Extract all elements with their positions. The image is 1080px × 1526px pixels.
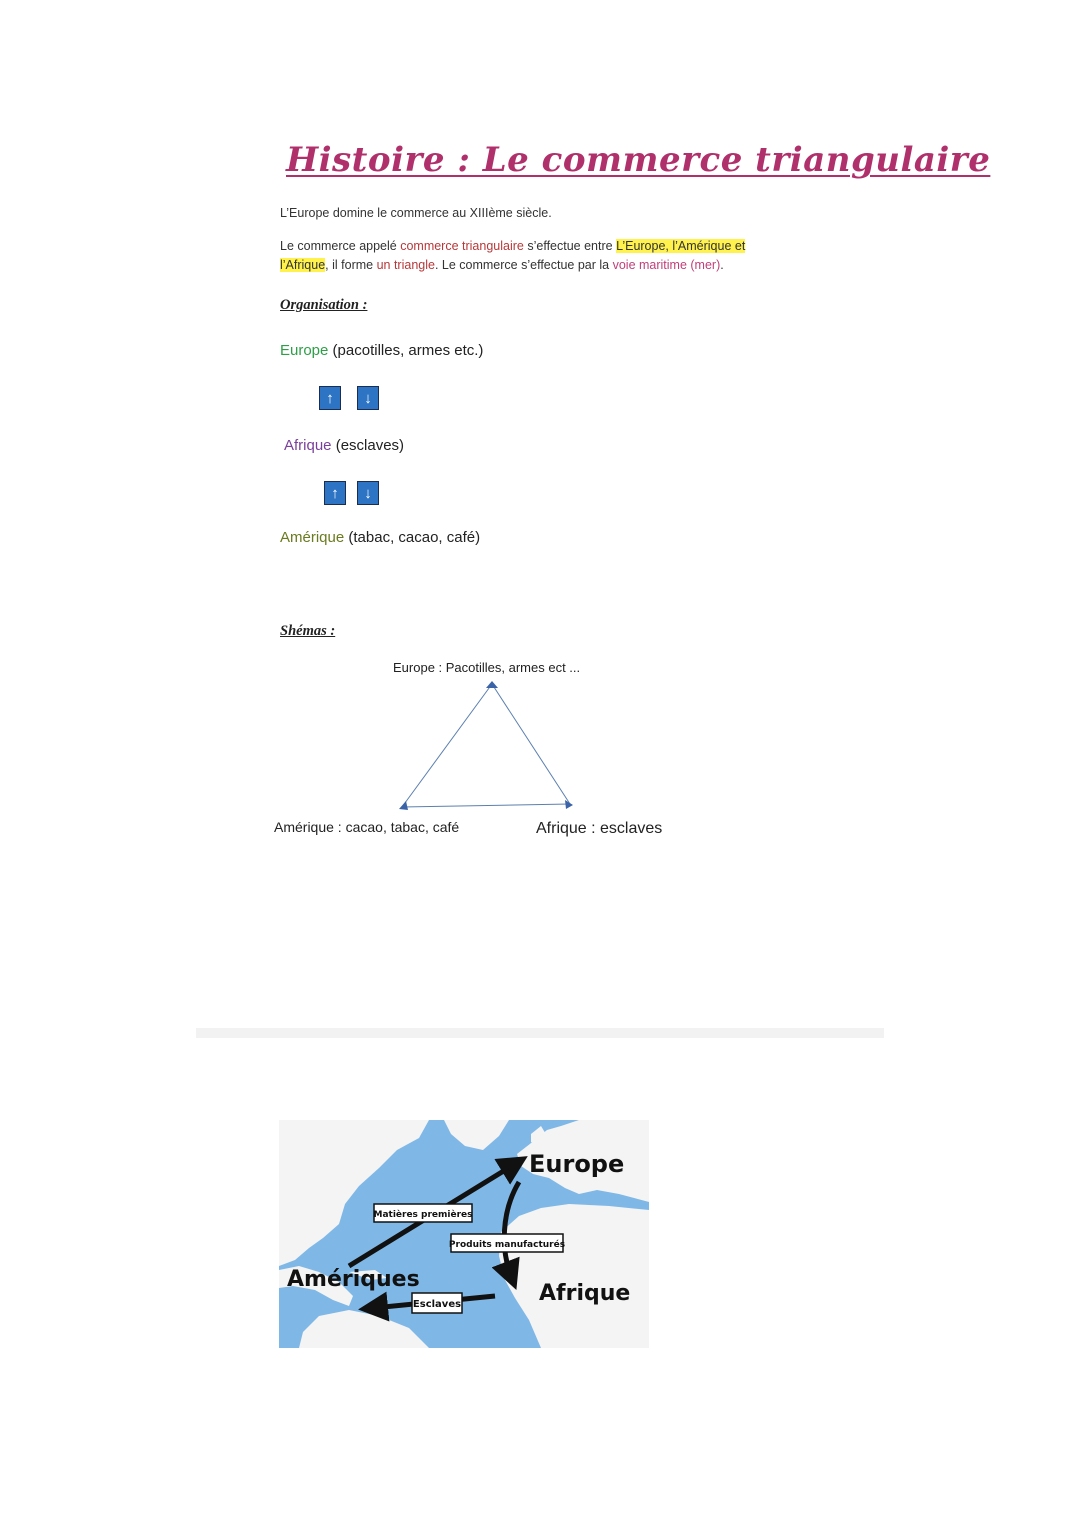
arrow-up-icon: ↑: [319, 386, 341, 410]
org-afrique-goods: (esclaves): [335, 437, 405, 454]
arrowhead-icon: [486, 681, 498, 688]
label-esclaves: Esclaves: [412, 1299, 462, 1310]
map-label-ameriques: Amériques: [287, 1267, 420, 1292]
arrow-up-icon: ↑: [324, 481, 346, 505]
paragraph-text: . Le commerce s’effectue par la: [434, 258, 613, 272]
section-heading-schemas: Shémas :: [280, 623, 336, 639]
term-commerce-triangulaire: commerce triangulaire: [400, 239, 524, 253]
page-title: Histoire : Le commerce triangulaire: [286, 140, 991, 180]
arrowhead-icon: [565, 800, 573, 809]
arrow-down-icon: ↓: [357, 481, 379, 505]
page-divider: [196, 1028, 884, 1038]
org-amerique-name: Amérique: [280, 529, 345, 546]
term-voie-maritime: voie maritime (mer): [612, 258, 721, 272]
arrow-down-icon: ↓: [357, 386, 379, 410]
org-afrique-name: Afrique: [284, 437, 332, 454]
arrowhead-icon: [399, 801, 408, 810]
schema-label-europe: Europe : Pacotilles, armes ect ...: [393, 660, 581, 675]
schema-label-amerique: Amérique : cacao, tabac, café: [274, 819, 460, 835]
paragraph-text: , il forme: [325, 258, 377, 272]
paragraph-text: s’effectue entre: [523, 239, 617, 253]
label-produits-manufactures: Produits manufacturés: [448, 1240, 566, 1250]
intro-paragraph: [280, 237, 780, 275]
org-afrique: [284, 437, 404, 454]
intro-text: L’Europe domine le commerce au XIIIème siècle.: [280, 206, 552, 220]
term-triangle: un triangle: [376, 258, 435, 272]
section-heading-organisation: Organisation :: [280, 297, 368, 313]
highlight-continents: L’Europe, l’Amérique et l’Afrique: [280, 239, 746, 272]
org-amerique: [280, 529, 480, 546]
label-matieres-premieres: Matières premières: [373, 1210, 473, 1220]
org-europe: [280, 342, 483, 359]
org-europe-goods: (pacotilles, armes etc.): [332, 342, 484, 359]
org-amerique-goods: (tabac, cacao, café): [348, 529, 481, 546]
map-label-afrique: Afrique: [539, 1281, 631, 1306]
schema-label-afrique: Afrique : esclaves: [536, 820, 663, 837]
paragraph-text: .: [720, 258, 724, 272]
triangle-edge: [402, 804, 570, 807]
org-europe-name: Europe: [280, 342, 329, 359]
triangle-diagram: [380, 672, 600, 822]
triangle-edge: [492, 684, 570, 804]
map-label-europe: Europe: [529, 1150, 625, 1178]
triangle-edge: [402, 684, 492, 807]
triangular-trade-map: [279, 1120, 649, 1348]
paragraph-text: Le commerce appelé: [280, 239, 401, 253]
